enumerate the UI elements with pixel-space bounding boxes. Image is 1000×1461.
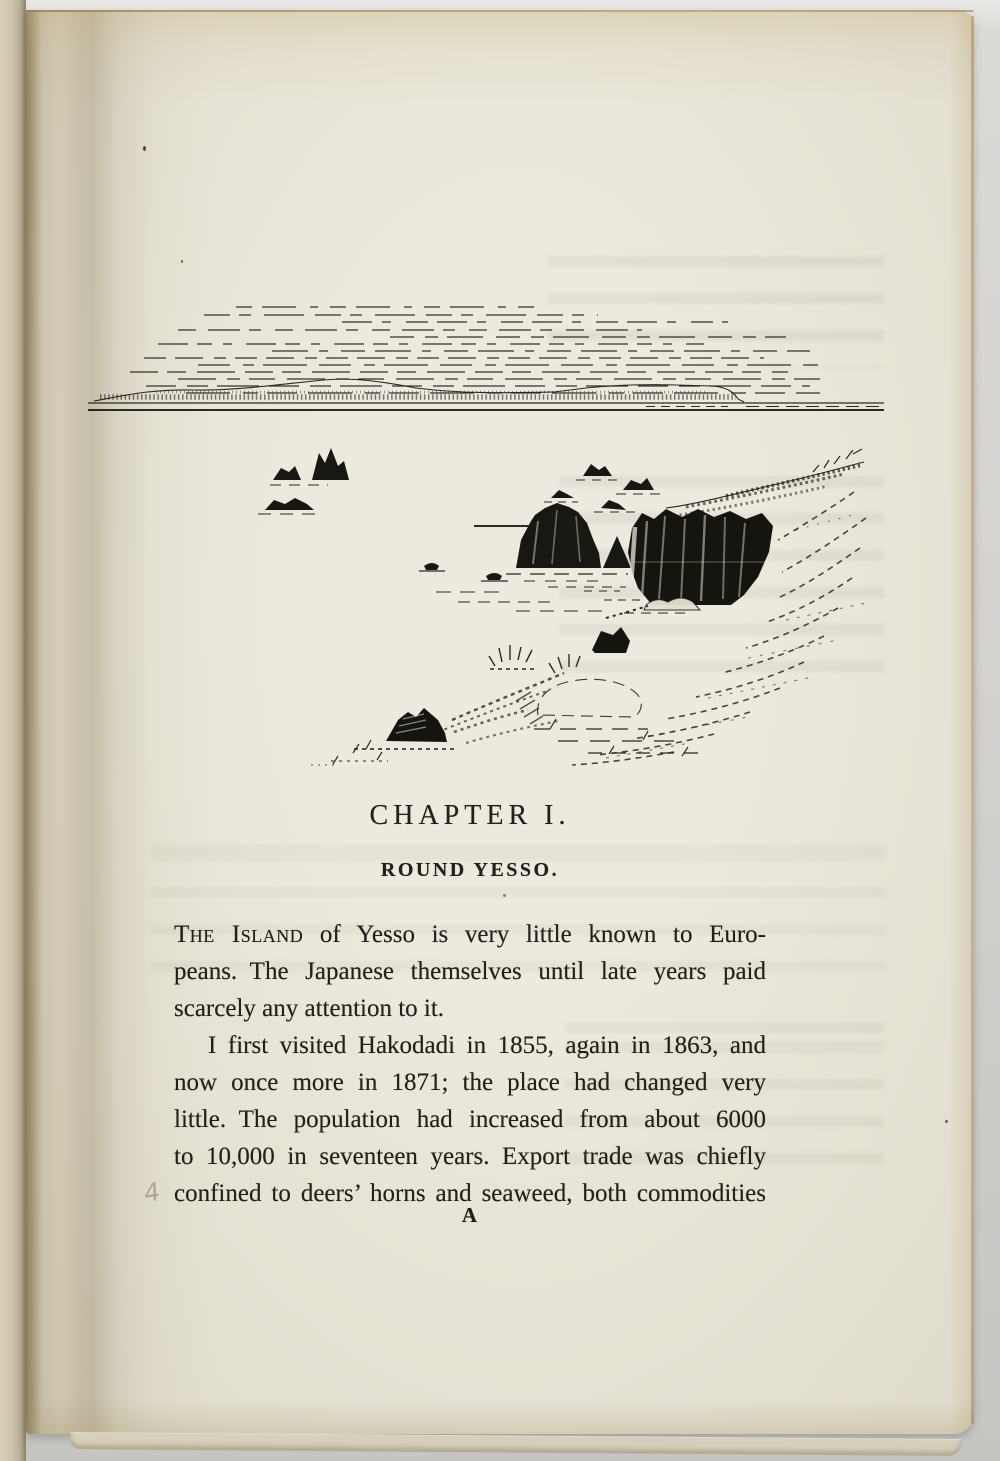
small-boats: [419, 563, 508, 581]
rock-reflections: [258, 480, 662, 514]
text-line: now once more in 1871; the place had changed very: [174, 1069, 766, 1096]
cloud-hatching: [130, 307, 822, 393]
pale-boulder: [538, 679, 642, 717]
foxing-speck: [503, 894, 506, 897]
coastal-cliff-illustration: [86, 300, 886, 770]
text-line: to 10,000 in seventeen years. Export trade was chiefly: [174, 1143, 766, 1170]
text-fragment: of Yesso is very little known to Euro-: [303, 921, 766, 948]
text-line: I first visited Hakodadi in 1855, again in 1863, and: [208, 1032, 766, 1059]
text-line: scarcely any attention to it.: [174, 995, 445, 1022]
small-caps-lead: The Island: [174, 921, 304, 948]
horizon-and-land: [88, 379, 884, 410]
body-text: [174, 916, 766, 1212]
text-line: confined to deers’ horns and seaweed, both commodities: [174, 1180, 766, 1207]
beach-dashes: [534, 719, 708, 756]
section-title: ROUND YESSO.: [380, 859, 560, 881]
foreground-rock: [386, 708, 447, 742]
facing-page-edge: [0, 0, 26, 1461]
foxing-speck: [181, 260, 183, 263]
signature-mark: A: [461, 1203, 479, 1227]
mid-slope-rock: [592, 627, 630, 653]
page-right-edge: [971, 16, 974, 1424]
text-line: [174, 916, 766, 953]
sea-rocks: [265, 448, 654, 510]
shore-waterline: [436, 587, 626, 611]
foxing-speck: [143, 146, 146, 151]
foxing-speck: [945, 1120, 948, 1123]
page-top-edge: [26, 10, 974, 12]
rock-cluster: [474, 503, 651, 581]
text-line: peans. The Japanese themselves until late years paid: [174, 958, 766, 985]
book-page: [26, 10, 974, 1434]
page-stack-edge: [70, 1432, 962, 1456]
pencil-annotation: 4: [143, 1176, 161, 1209]
text-line: little. The population had increased from about 6000: [174, 1106, 766, 1133]
chapter-heading: CHAPTER I.: [369, 800, 571, 831]
